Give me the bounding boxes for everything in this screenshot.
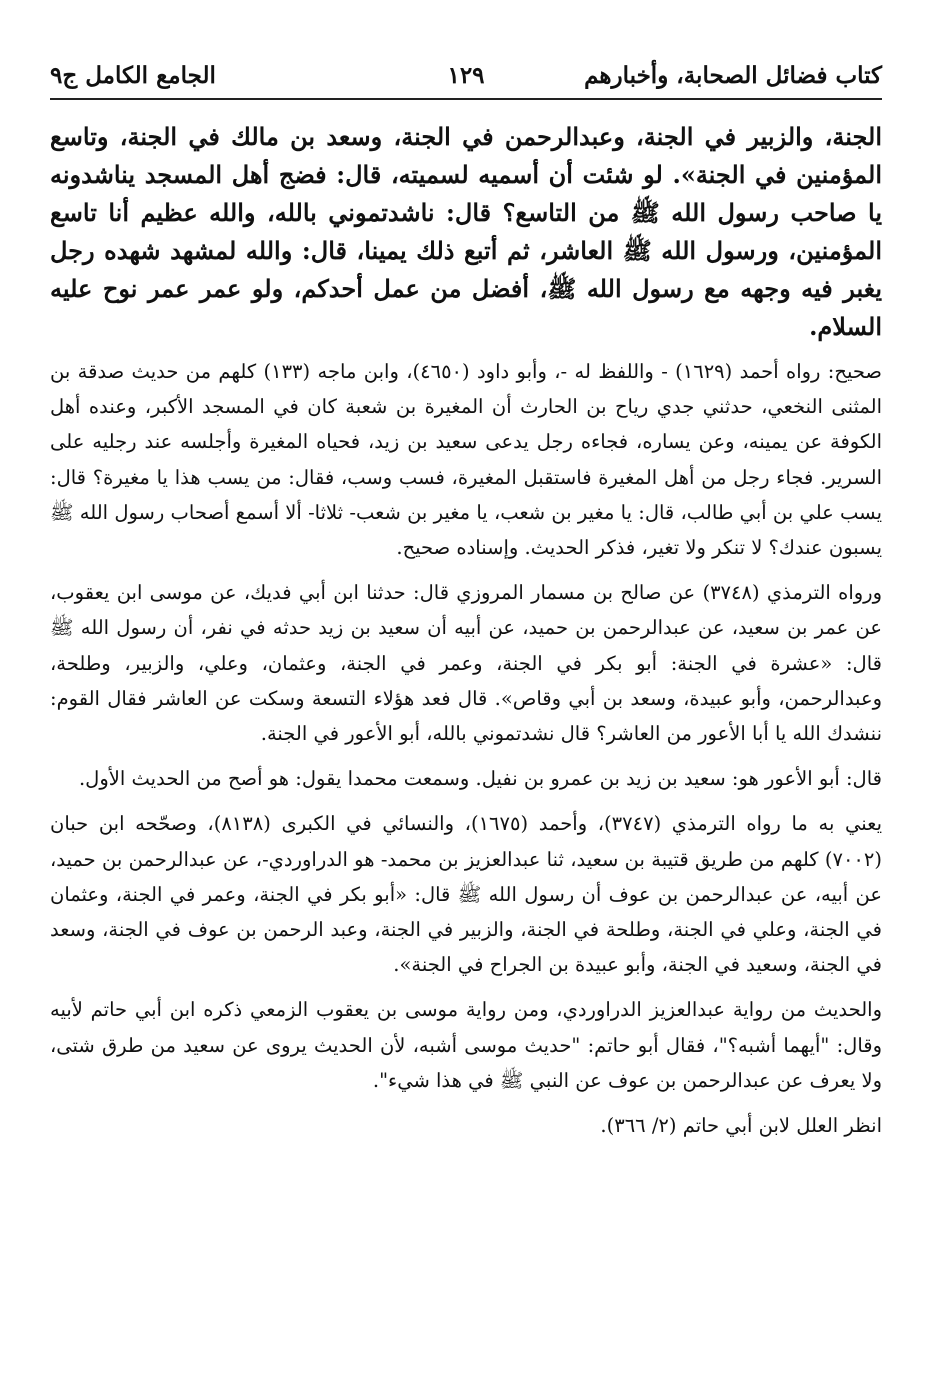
- commentary-paragraph-3: قال: أبو الأعور هو: سعيد بن زيد بن عمرو بن نفيل. وسمعت محمدا يقول: هو أصح من الحديث الأول.: [78, 767, 882, 791]
- book-title: الجامع الكامل ج٩: [50, 62, 216, 89]
- page-header: [50, 56, 882, 96]
- header-divider: [50, 98, 882, 100]
- page-number: ١٢٩: [447, 62, 485, 89]
- chapter-title: كتاب فضائل الصحابة، وأخبارهم: [584, 62, 882, 89]
- commentary-paragraph-5: والحديث من رواية عبدالعزيز الدراوردي، ومن رواية موسى بن يعقوب الزمعي ذكره ابن أبي حاتم لأبيه وقال: "أيهما أشبه؟"، فقال أبو حاتم: "حديث موسى أشبه، لأن الحديث يروى عن سعيد من طرق شتى، ولا يعرف عن عبدالرحمن بن عوف عن النبي ﷺ في هذا شيء".: [50, 998, 882, 1092]
- commentary-paragraph-4: يعني به ما رواه الترمذي (٣٧٤٧)، وأحمد (١٦٧٥)، والنسائي في الكبرى (٨١٣٨)، وصحّحه ابن حبان (٧٠٠٢) كلهم من طريق قتيبة بن سعيد، ثنا عبدالعزيز بن محمد- هو الدراوردي-، عن عبدالرحمن بن حميد، عن أبيه، عن عبدالرحمن بن عوف أن رسول الله ﷺ قال: «أبو بكر في الجنة، وعمر في الجنة، وعثمان في الجنة، وعلي في الجنة، وطلحة في الجنة، والزبير في الجنة، وعبد الرحمن بن عوف في الجنة، وسعد في الجنة، وسعيد في الجنة، وأبو عبيدة بن الجراح في الجنة».: [50, 812, 882, 977]
- commentary-paragraph-1: صحيح: رواه أحمد (١٦٢٩) - واللفظ له -، وأبو داود (٤٦٥٠)، وابن ماجه (١٣٣) كلهم من حديث صدقة بن المثنى النخعي، حدثني جدي رياح بن الحارث أن المغيرة بن شعبة كان في المسجد الأكبر، وعنده أهل الكوفة عن يمينه، وعن يساره، فجاءه رجل يدعى سعيد بن زيد، فحياه المغيرة وأجلسه عند رجليه على السرير. فجاء رجل من أهل المغيرة فاستقبل المغيرة، فسب وسب، فقال: من يسب هذا يا مغيرة؟ قال: يسب علي بن أبي طالب، قال: يا مغير بن شعب، يا مغير بن شعب- ثلاثا- ألا أسمع أصحاب رسول الله ﷺ يسبون عندك؟ لا تنكر ولا تغير، فذكر الحديث. وإسناده صحيح.: [50, 360, 882, 560]
- hadith-text: الجنة، والزبير في الجنة، وعبدالرحمن في الجنة، وسعد بن مالك في الجنة، وتاسع المؤمنين في الجنة». لو شئت أن أسميه لسميته، قال: فضج أهل المسجد يناشدونه يا صاحب رسول الله ﷺ من التاسع؟ قال: ناشدتموني بالله، والله عظيم أنا تاسع المؤمنين، ورسول الله ﷺ العاشر، ثم أتبع ذلك يمينا، قال: والله لمشهد شهده رجل يغبر فيه وجهه مع رسول الله ﷺ، أفضل من عمل أحدكم، ولو عمر عمر نوح عليه السلام.: [50, 122, 882, 341]
- commentary-paragraph-2: ورواه الترمذي (٣٧٤٨) عن صالح بن مسمار المروزي قال: حدثنا ابن أبي فديك، عن موسى ابن يعقوب، عن عمر بن سعيد، عن عبدالرحمن بن حميد، عن أبيه أن سعيد بن زيد حدثه في نفر، أن رسول الله ﷺ قال: «عشرة في الجنة: أبو بكر في الجنة، وعمر في الجنة، وعثمان، وعلي، والزبير، وطلحة، وعبدالرحمن، وأبو عبيدة، وسعد بن أبي وقاص». قال فعد هؤلاء التسعة وسكت عن العاشر فقال القوم: ننشدك الله يا أبا الأعور من العاشر؟ قال نشدتموني بالله، أبو الأعور في الجنة.: [50, 581, 882, 746]
- commentary-paragraph-6: انظر العلل لابن أبي حاتم (٢/ ٣٦٦).: [600, 1114, 882, 1138]
